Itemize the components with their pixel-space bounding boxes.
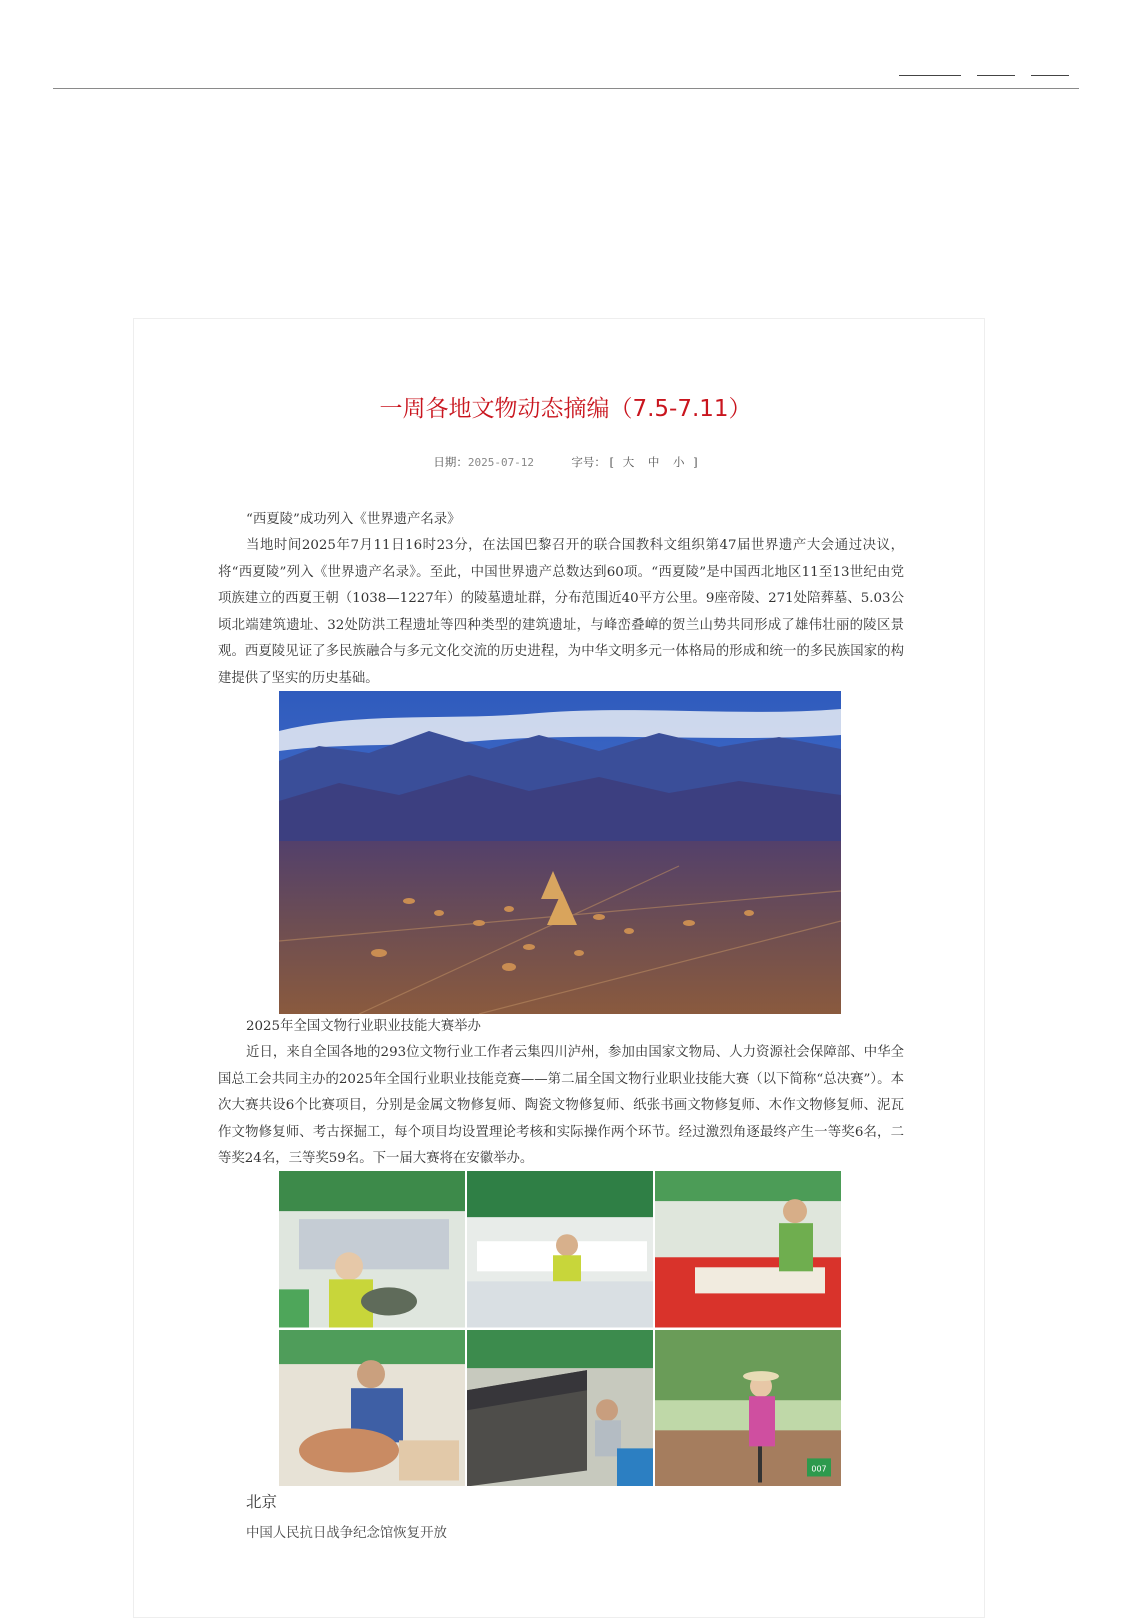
region-heading-beijing: 北京 — [246, 1493, 278, 1511]
landscape-illustration — [279, 691, 841, 1014]
font-size-small-button[interactable]: 小 — [673, 455, 685, 469]
article-title: 一周各地文物动态摘编（7.5-7.11） — [379, 396, 752, 422]
contest-photo-grid — [279, 1171, 841, 1486]
section-body: 当地时间2025年7月11日16时23分，在法国巴黎召开的联合国教科文组织第47届世界遗产大会通过决议，将“西夏陵”列入《世界遗产名录》。至此，中国世界遗产总数达到60项。“西夏陵”是中国西北地区11至13世纪由党项族建立的西夏王朝（1038—1227年）的陵墓遗址群，分布范围近40平方公里。9座帝陵、271处陪葬墓、5.03公顷北端建筑遗址、32处防洪工程遗址等四种类型的建筑遗址，与峰峦叠嶂的贺兰山势共同形成了雄伟壮丽的陵区景观。西夏陵见证了多民族融合与多元文化交流的历史进程，为中华文明多元一体格局的形成和统一的多民族国家的构建提供了坚实的历史基础。 — [218, 538, 904, 686]
photo-calligraphy-restoration — [655, 1171, 841, 1328]
page-header — [53, 0, 1079, 90]
header-nav-link-1[interactable] — [899, 75, 961, 76]
article-meta — [0, 454, 1131, 470]
next-item-heading: 中国人民抗日战争纪念馆恢复开放 — [246, 1526, 447, 1541]
bracket-close: ] — [693, 455, 698, 469]
header-nav-link-3[interactable] — [1031, 75, 1069, 76]
competitor-number-badge: 007 — [811, 1463, 827, 1473]
section-body: 近日，来自全国各地的293位文物行业工作者云集四川泸州，参加由国家文物局、人力资源社会保障部、中华全国总工会共同主办的2025年全国行业职业技能竞赛——第二届全国文物行业职业技能大赛（以下简称“总决赛”）。本次大赛共设6个比赛项目，分别是金属文物修复师、陶瓷文物修复师、纸张书画文物修复师、木作文物修复师、泥瓦作文物修复师、考古探掘工，每个项目均设置理论考核和实际操作两个环节。经过激烈角逐最终产生一等奖6名，二等奖24名，三等奖59名。下一届大赛将在安徽举办。 — [218, 1045, 904, 1166]
section-heading: 2025年全国文物行业职业技能大赛举办 — [246, 1019, 481, 1034]
date-label: 日期： — [433, 455, 468, 469]
photo-masonry-restoration — [467, 1330, 653, 1487]
font-size-label: 字号： — [571, 455, 606, 469]
photo-metal-restoration — [279, 1171, 465, 1328]
section-heading: “西夏陵”成功列入《世界遗产名录》 — [246, 512, 461, 527]
header-divider — [53, 88, 1079, 89]
photo-wood-restoration — [279, 1330, 465, 1487]
photo-archaeology-excavation — [655, 1330, 841, 1487]
font-size-medium-button[interactable]: 中 — [647, 455, 660, 469]
photo-ceramic-restoration — [467, 1171, 653, 1328]
xixia-mausoleum-photo — [279, 691, 841, 1014]
date-value: 2025-07-12 — [467, 456, 535, 469]
section-xixia — [218, 507, 904, 692]
section-skills-contest — [218, 1014, 904, 1173]
header-nav-link-2[interactable] — [977, 75, 1015, 76]
bracket-open: [ — [609, 455, 615, 469]
font-size-large-button[interactable]: 大 — [622, 455, 635, 469]
header-nav — [899, 75, 1069, 76]
